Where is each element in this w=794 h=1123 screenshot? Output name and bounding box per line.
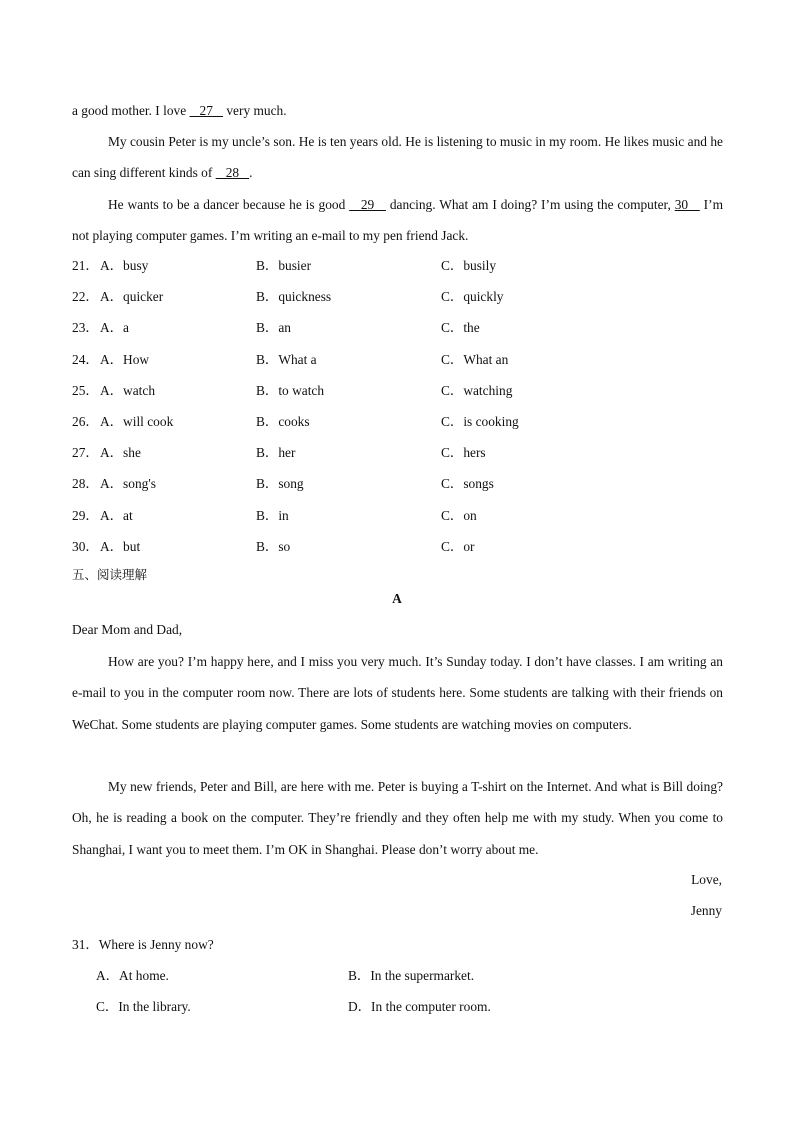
option-row-27 xyxy=(72,443,723,463)
option-b: B．What a xyxy=(256,352,317,367)
option-row-29 xyxy=(72,506,723,526)
option-b: B．her xyxy=(256,445,296,460)
section-title: 五、阅读理解 xyxy=(72,567,148,582)
option-b: B．to watch xyxy=(256,383,325,398)
option-c: C．on xyxy=(441,508,477,523)
option-row-21 xyxy=(72,256,723,276)
cloze-paragraph-2 xyxy=(72,126,723,189)
question-31-option-a: A．At home. xyxy=(96,968,169,983)
option-c: C．What an xyxy=(441,352,509,367)
option-c: C．watching xyxy=(441,383,513,398)
letter-paragraph-2: My new friends, Peter and Bill, are here with me. Peter is buying a T-shirt on the Internet. And what is Bill doing? Oh, he is reading a book on the computer. They’re friendly and they often help me with my study. When you come to Shanghai, I want you to meet them. I’m OK in Shanghai. Please don’t worry about me. xyxy=(72,779,723,857)
cloze-text: My cousin Peter is my uncle’s son. He is ten years old. He is listening to music in my room. He likes music and he can sing different kinds of xyxy=(72,134,723,181)
option-b: B．busier xyxy=(256,258,312,273)
question-number: 30． xyxy=(72,539,99,554)
option-row-22 xyxy=(72,287,723,307)
question-31-option-c: C．In the library. xyxy=(96,999,191,1014)
question-31-option-b: B．In the supermarket. xyxy=(348,968,475,983)
question-number: 25． xyxy=(72,383,99,398)
option-c: C．quickly xyxy=(441,289,504,304)
passage-title: A xyxy=(392,591,402,606)
option-row-30 xyxy=(72,537,723,557)
option-c: C．is cooking xyxy=(441,414,519,429)
option-a: A．but xyxy=(100,539,141,554)
option-row-26 xyxy=(72,412,723,432)
option-a: A．watch xyxy=(100,383,156,398)
option-c: C．hers xyxy=(441,445,486,460)
letter-paragraph-1: How are you? I’m happy here, and I miss you very much. It’s Sunday today. I don’t have classes. I am writing an e-mail to you in the computer room now. There are lots of students here. Some students are talking with their friends on WeChat. Some students are playing computer games. Some students are watching movies on computers. xyxy=(72,654,723,732)
question-31: 31．Where is Jenny now? xyxy=(72,937,214,952)
question-number: 23． xyxy=(72,320,99,335)
blank-28: 28 xyxy=(215,165,250,181)
cloze-line-1 xyxy=(72,95,723,126)
question-number: 27． xyxy=(72,445,99,460)
cloze-text: I’m not playing computer games. I’m writing an e-mail to my pen friend Jack. xyxy=(72,197,724,244)
option-c: C．busily xyxy=(441,258,497,273)
cloze-paragraph-3 xyxy=(72,189,723,252)
question-number: 21． xyxy=(72,258,99,273)
question-number: 26． xyxy=(72,414,99,429)
option-a: A．will cook xyxy=(100,414,174,429)
option-a: A．How xyxy=(100,352,150,367)
cloze-text: very much. xyxy=(223,103,287,118)
question-number: 28． xyxy=(72,476,99,491)
option-c: C．songs xyxy=(441,476,494,491)
blank-30: 30 xyxy=(674,197,700,212)
option-a: A．busy xyxy=(100,258,149,273)
option-b: B．so xyxy=(256,539,291,554)
option-b: B．song xyxy=(256,476,304,491)
letter-greeting: Dear Mom and Dad, xyxy=(72,622,183,637)
cloze-text: a good mother. I love xyxy=(72,103,190,118)
question-31-option-d: D．In the computer room. xyxy=(348,999,491,1014)
option-row-28 xyxy=(72,474,723,494)
option-a: A．she xyxy=(100,445,141,460)
cloze-text: dancing. What am I doing? I’m using the computer, xyxy=(385,197,675,212)
blank-29: 29 xyxy=(349,197,386,212)
question-number: 29． xyxy=(72,508,99,523)
option-b: B．an xyxy=(256,320,291,335)
letter-closing: Love, xyxy=(691,872,722,887)
option-c: C．or xyxy=(441,539,475,554)
letter-signature: Jenny xyxy=(690,903,722,918)
option-b: B．cooks xyxy=(256,414,310,429)
option-a: A．song's xyxy=(100,476,156,491)
option-c: C．the xyxy=(441,320,480,335)
option-a: A．at xyxy=(100,508,133,523)
question-number: 24． xyxy=(72,352,99,367)
cloze-text: . xyxy=(249,165,253,181)
blank-27: 27 xyxy=(189,103,223,118)
question-number: 22． xyxy=(72,289,99,304)
option-a: A．quicker xyxy=(100,289,164,304)
option-row-25 xyxy=(72,381,723,401)
option-row-23 xyxy=(72,318,723,338)
cloze-text: He wants to be a dancer because he is good xyxy=(108,197,350,212)
option-b: B．quickness xyxy=(256,289,332,304)
option-row-24 xyxy=(72,350,723,370)
option-b: B．in xyxy=(256,508,289,523)
option-a: A．a xyxy=(100,320,130,335)
